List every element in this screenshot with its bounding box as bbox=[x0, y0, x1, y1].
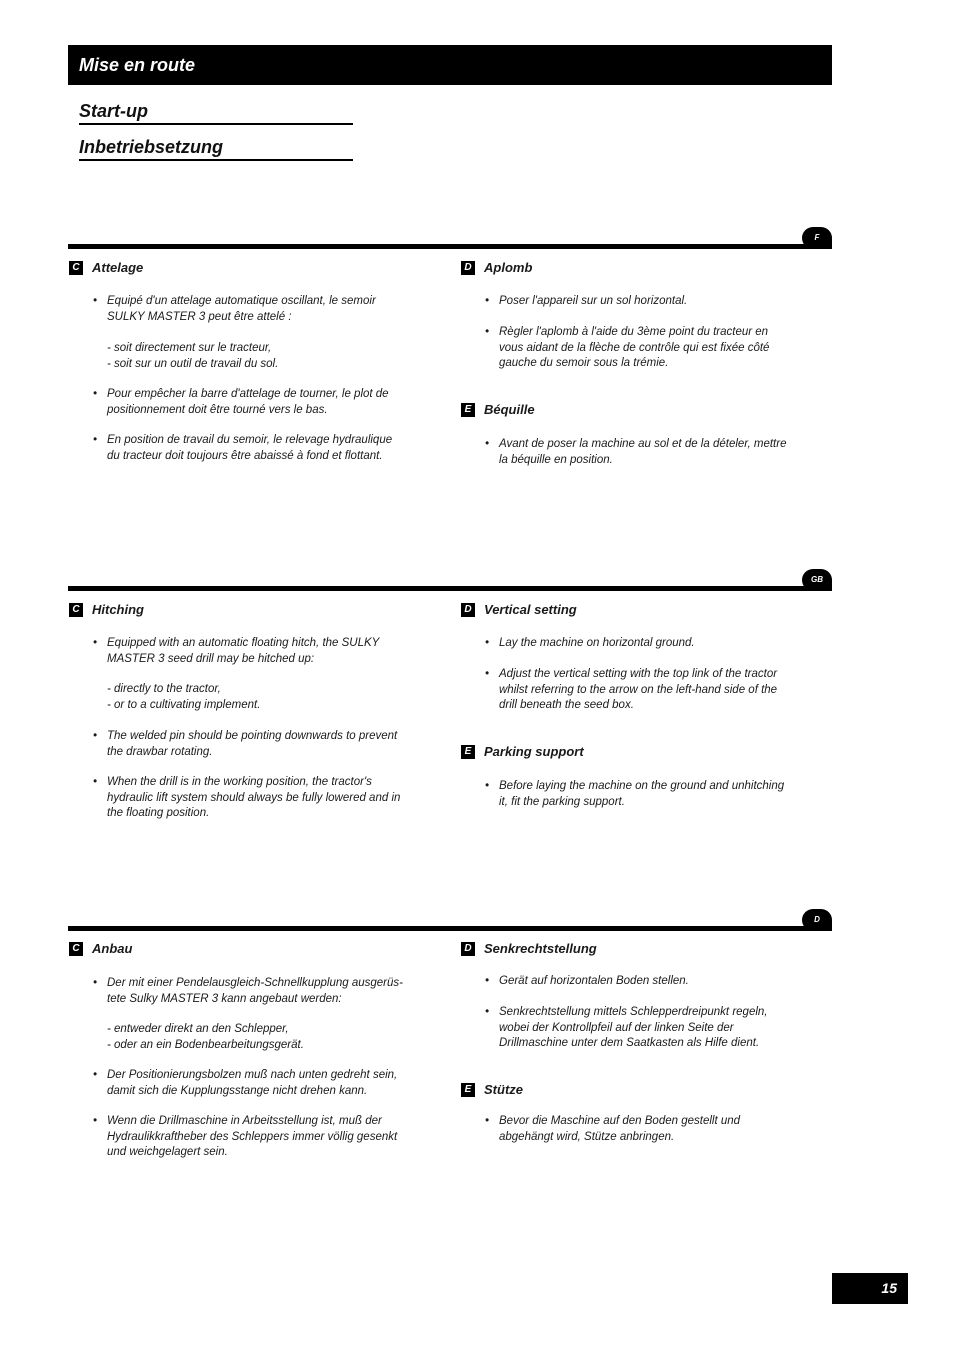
section-heading-anbau bbox=[69, 942, 132, 956]
bullet-text: Before laying the machine on the ground and unhitching it, fit the parking support. bbox=[499, 780, 785, 808]
bullet-text: Wenn die Drillmaschine in Arbeitsstellung ist, muß der Hydraulikkraftheber des Schleppers immer völlig gesenkt und weichgelagert sein. bbox=[107, 1115, 398, 1159]
bullet-text: Avant de poser la machine au sol et de la dételer, mettre la béquille en position. bbox=[499, 438, 787, 466]
letter-e-icon: E bbox=[461, 403, 475, 417]
heading-label: Anbau bbox=[92, 941, 133, 956]
section-heading-bequille bbox=[461, 403, 535, 417]
bullet-icon: • bbox=[485, 975, 490, 987]
heading-label: Senkrechtstellung bbox=[484, 941, 597, 956]
bullet-text: Lay the machine on horizontal ground. bbox=[499, 637, 695, 649]
bullet-icon: • bbox=[93, 637, 98, 649]
bullet-item bbox=[485, 325, 770, 372]
heading-label: Hitching bbox=[92, 602, 144, 617]
bullet-item bbox=[93, 636, 380, 667]
bullet-icon: • bbox=[485, 295, 490, 307]
page-title: Mise en route bbox=[68, 45, 832, 85]
bullet-item bbox=[93, 387, 389, 418]
letter-d-icon: D bbox=[461, 942, 475, 956]
bullet-icon: • bbox=[485, 780, 490, 792]
letter-e-icon: E bbox=[461, 745, 475, 759]
bullet-text: Der mit einer Pendelausgleich-Schnellkupplung ausgerüs- tete Sulky MASTER 3 kann angebaut werden: bbox=[107, 977, 403, 1005]
bullet-item bbox=[485, 294, 688, 310]
bullet-item bbox=[93, 1114, 398, 1161]
letter-e-icon: E bbox=[461, 1083, 475, 1097]
letter-c-icon: C bbox=[69, 603, 83, 617]
section-rule-fr bbox=[68, 244, 832, 249]
letter-c-icon: C bbox=[69, 261, 83, 275]
bullet-text: Equipé d'un attelage automatique oscillant, le semoir SULKY MASTER 3 peut être attelé : bbox=[107, 295, 376, 323]
bullet-text: Adjust the vertical setting with the top link of the tractor whilst referring to the arrow on the left-hand side of the drill beneath the seed box. bbox=[499, 668, 778, 712]
bullet-item bbox=[93, 976, 403, 1007]
section-heading-aplomb bbox=[461, 261, 532, 275]
bullet-icon: • bbox=[485, 1115, 490, 1127]
letter-d-icon: D bbox=[461, 603, 475, 617]
bullet-item bbox=[93, 294, 376, 325]
letter-c-icon: C bbox=[69, 942, 83, 956]
heading-label: Parking support bbox=[484, 744, 584, 759]
bullet-icon: • bbox=[485, 326, 490, 338]
subtitle-english: Start-up bbox=[79, 101, 353, 125]
bullet-icon: • bbox=[93, 1069, 98, 1081]
heading-label: Attelage bbox=[92, 260, 144, 275]
bullet-icon: • bbox=[93, 388, 98, 400]
bullet-item bbox=[93, 1068, 398, 1099]
section-heading-attelage bbox=[69, 261, 143, 275]
bullet-icon: • bbox=[485, 637, 490, 649]
bullet-icon: • bbox=[93, 776, 98, 788]
sub-list: - directly to the tractor, - or to a cultivating implement. bbox=[107, 683, 261, 711]
bullet-item bbox=[485, 667, 778, 714]
bullet-item bbox=[485, 636, 695, 652]
bullet-text: Gerät auf horizontalen Boden stellen. bbox=[499, 975, 689, 987]
section-heading-hitching bbox=[69, 603, 144, 617]
bullet-icon: • bbox=[93, 295, 98, 307]
bullet-text: Règler l'aplomb à l'aide du 3ème point du tracteur en vous aidant de la flèche de contrôle qui est fixée côté gauche du semoir sous la trémie. bbox=[499, 326, 770, 370]
heading-label: Vertical setting bbox=[484, 602, 577, 617]
bullet-text: When the drill is in the working position, the tractor's hydraulic lift system should always be fully lowered and in the floating position. bbox=[107, 776, 401, 820]
bullet-item bbox=[485, 779, 785, 810]
bullet-text: En position de travail du semoir, le relevage hydraulique du tracteur doit toujours être abaissé à fond et flottant. bbox=[107, 434, 393, 462]
bullet-text: The welded pin should be pointing downwards to prevent the drawbar rotating. bbox=[107, 730, 398, 758]
heading-label: Aplomb bbox=[484, 260, 533, 275]
section-rule-de bbox=[68, 926, 832, 931]
language-badge-gb: GB bbox=[802, 569, 832, 591]
bullet-item bbox=[485, 1005, 768, 1052]
bullet-icon: • bbox=[485, 668, 490, 680]
language-badge-fr: F bbox=[802, 227, 832, 249]
bullet-icon: • bbox=[93, 1115, 98, 1127]
bullet-icon: • bbox=[93, 434, 98, 446]
bullet-item bbox=[93, 729, 398, 760]
section-heading-vertical-setting bbox=[461, 603, 577, 617]
section-heading-stuetze bbox=[461, 1083, 523, 1097]
bullet-text: Pour empêcher la barre d'attelage de tourner, le plot de positionnement doit être tourné vers le bas. bbox=[107, 388, 389, 416]
language-badge-de: D bbox=[802, 909, 832, 931]
bullet-icon: • bbox=[485, 438, 490, 450]
bullet-item bbox=[485, 437, 787, 468]
bullet-text: Bevor die Maschine auf den Boden gestellt und abgehängt wird, Stütze anbringen. bbox=[499, 1115, 741, 1143]
heading-label: Béquille bbox=[484, 402, 535, 417]
bullet-item bbox=[485, 1114, 741, 1145]
bullet-icon: • bbox=[485, 1006, 490, 1018]
bullet-text: Poser l'appareil sur un sol horizontal. bbox=[499, 295, 688, 307]
bullet-item bbox=[93, 433, 393, 464]
bullet-text: Equipped with an automatic floating hitch, the SULKY MASTER 3 seed drill may be hitched up: bbox=[107, 637, 380, 665]
bullet-icon: • bbox=[93, 730, 98, 742]
section-heading-senkrechtstellung bbox=[461, 942, 597, 956]
bullet-item bbox=[93, 775, 401, 822]
page-number: 15 bbox=[832, 1273, 908, 1304]
bullet-text: Der Positionierungsbolzen muß nach unten gedreht sein, damit sich die Kupplungsstange nicht drehen kann. bbox=[107, 1069, 398, 1097]
sub-list: - entweder direkt an den Schlepper, - oder an ein Bodenbearbeitungsgerät. bbox=[107, 1023, 304, 1051]
heading-label: Stütze bbox=[484, 1082, 523, 1097]
bullet-text: Senkrechtstellung mittels Schlepperdreipunkt regeln, wobei der Kontrollpfeil auf der linken Seite der Drillmaschine unter dem Saatkasten als Hilfe dient. bbox=[499, 1006, 768, 1050]
letter-d-icon: D bbox=[461, 261, 475, 275]
section-rule-gb bbox=[68, 586, 832, 591]
section-heading-parking-support bbox=[461, 745, 584, 759]
sub-list: - soit directement sur le tracteur, - soit sur un outil de travail du sol. bbox=[107, 342, 279, 370]
subtitle-german: Inbetriebsetzung bbox=[79, 137, 353, 161]
bullet-item bbox=[485, 974, 689, 990]
bullet-icon: • bbox=[93, 977, 98, 989]
